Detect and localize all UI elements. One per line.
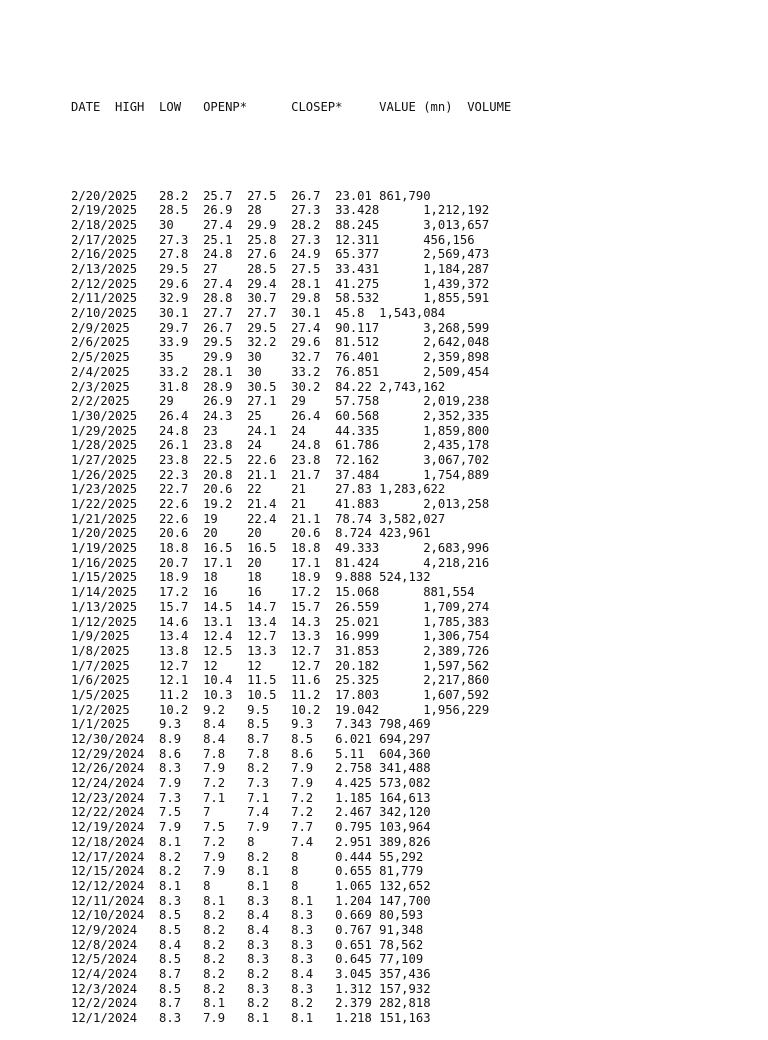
table-row: 1/2/2025 10.2 9.2 9.5 10.2 19.042 1,956,229 bbox=[71, 702, 490, 717]
table-row: 12/17/2024 8.2 7.9 8.2 8 0.444 55,292 bbox=[71, 849, 424, 864]
table-row: 12/5/2024 8.5 8.2 8.3 8.3 0.645 77,109 bbox=[71, 952, 424, 967]
table-row: 2/18/2025 30 27.4 29.9 28.2 88.245 3,013,657 bbox=[71, 217, 490, 232]
table-row: 12/10/2024 8.5 8.2 8.4 8.3 0.669 80,593 bbox=[71, 908, 424, 923]
table-row: 12/29/2024 8.6 7.8 7.8 8.6 5.11 604,360 bbox=[71, 746, 431, 761]
table-row: 12/11/2024 8.3 8.1 8.3 8.1 1.204 147,700 bbox=[71, 893, 431, 908]
table-row: 12/2/2024 8.7 8.1 8.2 8.2 2.379 282,818 bbox=[71, 996, 431, 1011]
table-row: 12/18/2024 8.1 7.2 8 7.4 2.951 389,826 bbox=[71, 834, 431, 849]
table-row: 2/2/2025 29 26.9 27.1 29 57.758 2,019,238 bbox=[71, 394, 490, 409]
table-row: 2/3/2025 31.8 28.9 30.5 30.2 84.22 2,743,162 bbox=[71, 379, 446, 394]
table-row: 2/11/2025 32.9 28.8 30.7 29.8 58.532 1,855,591 bbox=[71, 291, 490, 306]
table-row: 2/20/2025 28.2 25.7 27.5 26.7 23.01 861,790 bbox=[71, 188, 431, 203]
table-row: 1/20/2025 20.6 20 20 20.6 8.724 423,961 bbox=[71, 526, 431, 541]
table-row: 1/26/2025 22.3 20.8 21.1 21.7 37.484 1,754,889 bbox=[71, 467, 490, 482]
table-row: 1/5/2025 11.2 10.3 10.5 11.2 17.803 1,607,592 bbox=[71, 687, 490, 702]
table-row: 2/12/2025 29.6 27.4 29.4 28.1 41.275 1,439,372 bbox=[71, 276, 490, 291]
table-row: 12/26/2024 8.3 7.9 8.2 7.9 2.758 341,488 bbox=[71, 761, 431, 776]
table-row: 1/19/2025 18.8 16.5 16.5 18.8 49.333 2,683,996 bbox=[71, 541, 490, 556]
table-row: 1/23/2025 22.7 20.6 22 21 27.83 1,283,622 bbox=[71, 482, 446, 497]
table-row: 1/7/2025 12.7 12 12 12.7 20.182 1,597,562 bbox=[71, 658, 490, 673]
column-header-line: DATE HIGH LOW OPENP* CLOSEP* VALUE (mn) VOLUME bbox=[71, 100, 512, 115]
table-row: 1/22/2025 22.6 19.2 21.4 21 41.883 2,013,258 bbox=[71, 497, 490, 512]
table-row: 1/30/2025 26.4 24.3 25 26.4 60.568 2,352,335 bbox=[71, 408, 490, 423]
table-row: 1/28/2025 26.1 23.8 24 24.8 61.786 2,435,178 bbox=[71, 438, 490, 453]
table-row: 12/12/2024 8.1 8 8.1 8 1.065 132,652 bbox=[71, 878, 431, 893]
table-row: 2/5/2025 35 29.9 30 32.7 76.401 2,359,898 bbox=[71, 350, 490, 365]
table-row: 12/23/2024 7.3 7.1 7.1 7.2 1.185 164,613 bbox=[71, 790, 431, 805]
table-row: 12/15/2024 8.2 7.9 8.1 8 0.655 81,779 bbox=[71, 864, 424, 879]
table-row: 12/4/2024 8.7 8.2 8.2 8.4 3.045 357,436 bbox=[71, 967, 431, 982]
table-row: 1/27/2025 23.8 22.5 22.6 23.8 72.162 3,067,702 bbox=[71, 452, 490, 467]
table-row: 1/21/2025 22.6 19 22.4 21.1 78.74 3,582,027 bbox=[71, 511, 446, 526]
table-row: 2/19/2025 28.5 26.9 28 27.3 33.428 1,212,192 bbox=[71, 203, 490, 218]
table-row: 2/16/2025 27.8 24.8 27.6 24.9 65.377 2,569,473 bbox=[71, 247, 490, 262]
price-table-document bbox=[71, 71, 511, 1040]
table-row: 12/22/2024 7.5 7 7.4 7.2 2.467 342,120 bbox=[71, 805, 431, 820]
table-row: 1/6/2025 12.1 10.4 11.5 11.6 25.325 2,217,860 bbox=[71, 673, 490, 688]
table-row: 1/9/2025 13.4 12.4 12.7 13.3 16.999 1,306,754 bbox=[71, 629, 490, 644]
table-row: 2/13/2025 29.5 27 28.5 27.5 33.431 1,184,287 bbox=[71, 262, 490, 277]
table-row: 1/15/2025 18.9 18 18 18.9 9.888 524,132 bbox=[71, 570, 431, 585]
data-rows bbox=[71, 189, 511, 1026]
table-row: 12/1/2024 8.3 7.9 8.1 8.1 1.218 151,163 bbox=[71, 1011, 431, 1026]
table-row: 1/14/2025 17.2 16 16 17.2 15.068 881,554 bbox=[71, 585, 475, 600]
table-row: 2/10/2025 30.1 27.7 27.7 30.1 45.8 1,543,084 bbox=[71, 306, 446, 321]
table-row: 2/4/2025 33.2 28.1 30 33.2 76.851 2,509,454 bbox=[71, 364, 490, 379]
table-row: 2/17/2025 27.3 25.1 25.8 27.3 12.311 456,156 bbox=[71, 232, 475, 247]
table-row: 12/9/2024 8.5 8.2 8.4 8.3 0.767 91,348 bbox=[71, 922, 424, 937]
blank-line bbox=[71, 145, 511, 160]
table-row: 12/8/2024 8.4 8.2 8.3 8.3 0.651 78,562 bbox=[71, 937, 424, 952]
table-row: 12/19/2024 7.9 7.5 7.9 7.7 0.795 103,964 bbox=[71, 820, 431, 835]
table-row: 12/3/2024 8.5 8.2 8.3 8.3 1.312 157,932 bbox=[71, 981, 431, 996]
table-row: 1/12/2025 14.6 13.1 13.4 14.3 25.021 1,785,383 bbox=[71, 614, 490, 629]
table-row: 1/16/2025 20.7 17.1 20 17.1 81.424 4,218,216 bbox=[71, 555, 490, 570]
table-row: 12/24/2024 7.9 7.2 7.3 7.9 4.425 573,082 bbox=[71, 776, 431, 791]
table-row: 1/13/2025 15.7 14.5 14.7 15.7 26.559 1,709,274 bbox=[71, 599, 490, 614]
table-row: 1/1/2025 9.3 8.4 8.5 9.3 7.343 798,469 bbox=[71, 717, 431, 732]
table-row: 1/8/2025 13.8 12.5 13.3 12.7 31.853 2,389,726 bbox=[71, 643, 490, 658]
table-row: 1/29/2025 24.8 23 24.1 24 44.335 1,859,800 bbox=[71, 423, 490, 438]
table-row: 2/6/2025 33.9 29.5 32.2 29.6 81.512 2,642,048 bbox=[71, 335, 490, 350]
table-row: 2/9/2025 29.7 26.7 29.5 27.4 90.117 3,268,599 bbox=[71, 320, 490, 335]
table-row: 12/30/2024 8.9 8.4 8.7 8.5 6.021 694,297 bbox=[71, 732, 431, 747]
